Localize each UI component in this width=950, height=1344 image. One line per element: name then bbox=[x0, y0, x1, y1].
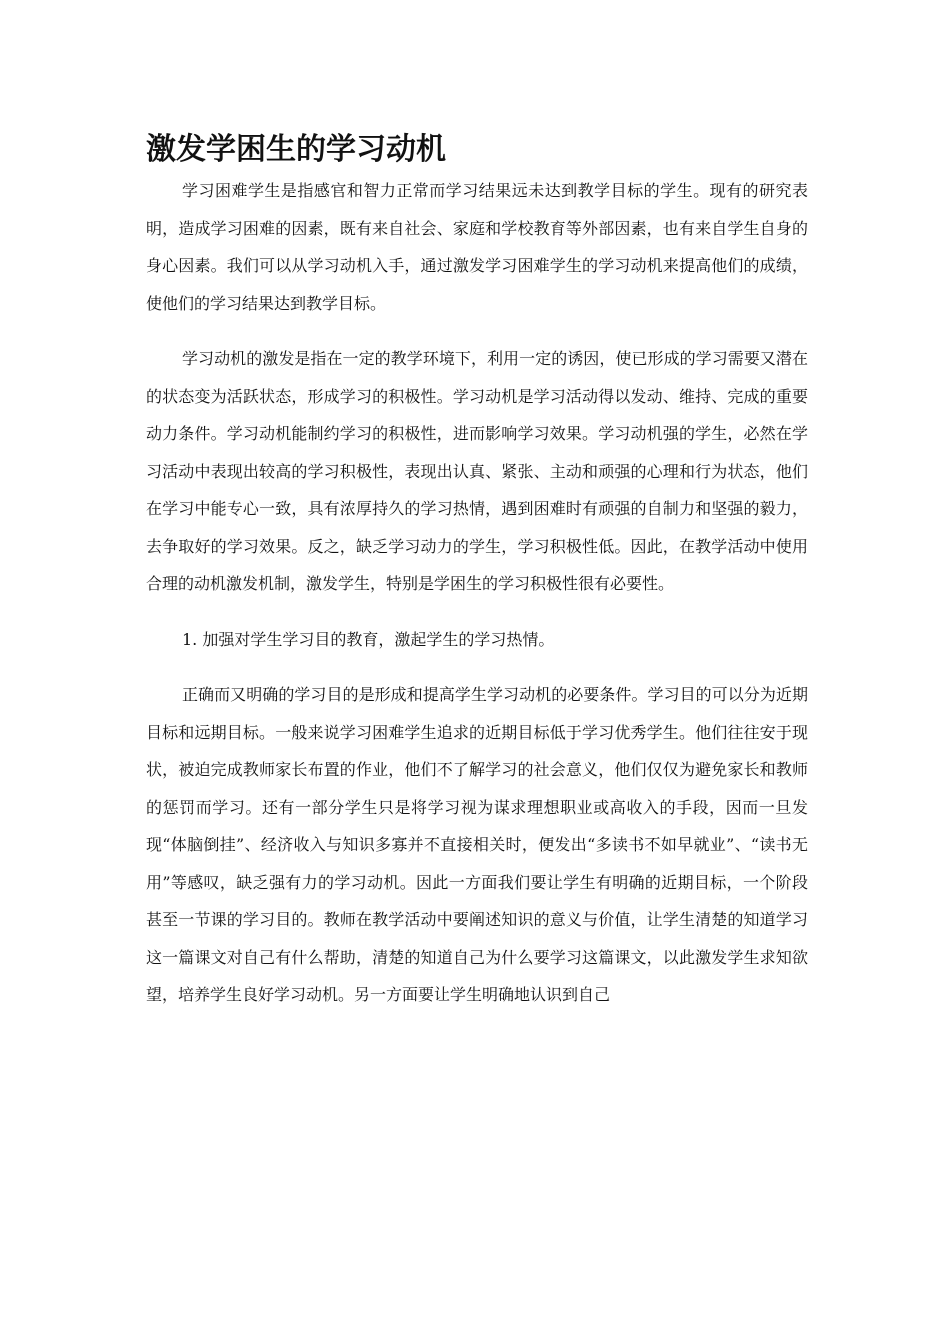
paragraph-motivation-definition: 学习动机的激发是指在一定的教学环境下，利用一定的诱因，使已形成的学习需要又潜在的状态变为活跃状态，形成学习的积极性。学习动机是学习活动得以发动、维持、完成的重要动力条件。学习动机能制约学习的积极性，进而影响学习效果。学习动机强的学生，必然在学习活动中表现出较高的学习积极性，表现出认真、紧张、主动和顽强的心理和行为状态，他们在学习中能专心一致，具有浓厚持久的学习热情，遇到困难时有顽强的自制力和坚强的毅力，去争取好的学习效果。反之，缺乏学习动力的学生，学习积极性低。因此，在教学活动中使用合理的动机激发机制，激发学生，特别是学困生的学习积极性很有必要性。 bbox=[146, 349, 808, 593]
section-heading-1: 1. 加强对学生学习目的教育，激起学生的学习热情。 bbox=[182, 629, 555, 649]
paragraph-learning-goals: 正确而又明确的学习目的是形成和提高学生学习动机的必要条件。学习目的可以分为近期目标和远期目标。一般来说学习困难学生追求的近期目标低于学习优秀学生。他们往往安于现状，被迫完成教师家长布置的作业，他们不了解学习的社会意义，他们仅仅为避免家长和教师的惩罚而学习。还有一部分学生只是将学习视为谋求理想职业或高收入的手段，因而一旦发现“体脑倒挂”、经济收入与知识多寡并不直接相关时，便发出“多读书不如早就业”、“读书无用”等感叹，缺乏强有力的学习动机。因此一方面我们要让学生有明确的近期目标，一个阶段甚至一节课的学习目的。教师在教学活动中要阐述知识的意义与价值，让学生清楚的知道学习这一篇课文对自己有什么帮助，清楚的知道自己为什么要学习这篇课文，以此激发学生求知欲望，培养学生良好学习动机。另一方面要让学生明确地认识到自己 bbox=[146, 685, 808, 1004]
document-page bbox=[146, 128, 808, 1014]
document-title: 激发学困生的学习动机 bbox=[146, 132, 446, 167]
paragraph-intro: 学习困难学生是指感官和智力正常而学习结果远未达到教学目标的学生。现有的研究表明，造成学习困难的因素，既有来自社会、家庭和学校教育等外部因素，也有来自学生自身的身心因素。我们可以从学习动机入手，通过激发学习困难学生的学习动机来提高他们的成绩，使他们的学习结果达到教学目标。 bbox=[146, 181, 808, 313]
